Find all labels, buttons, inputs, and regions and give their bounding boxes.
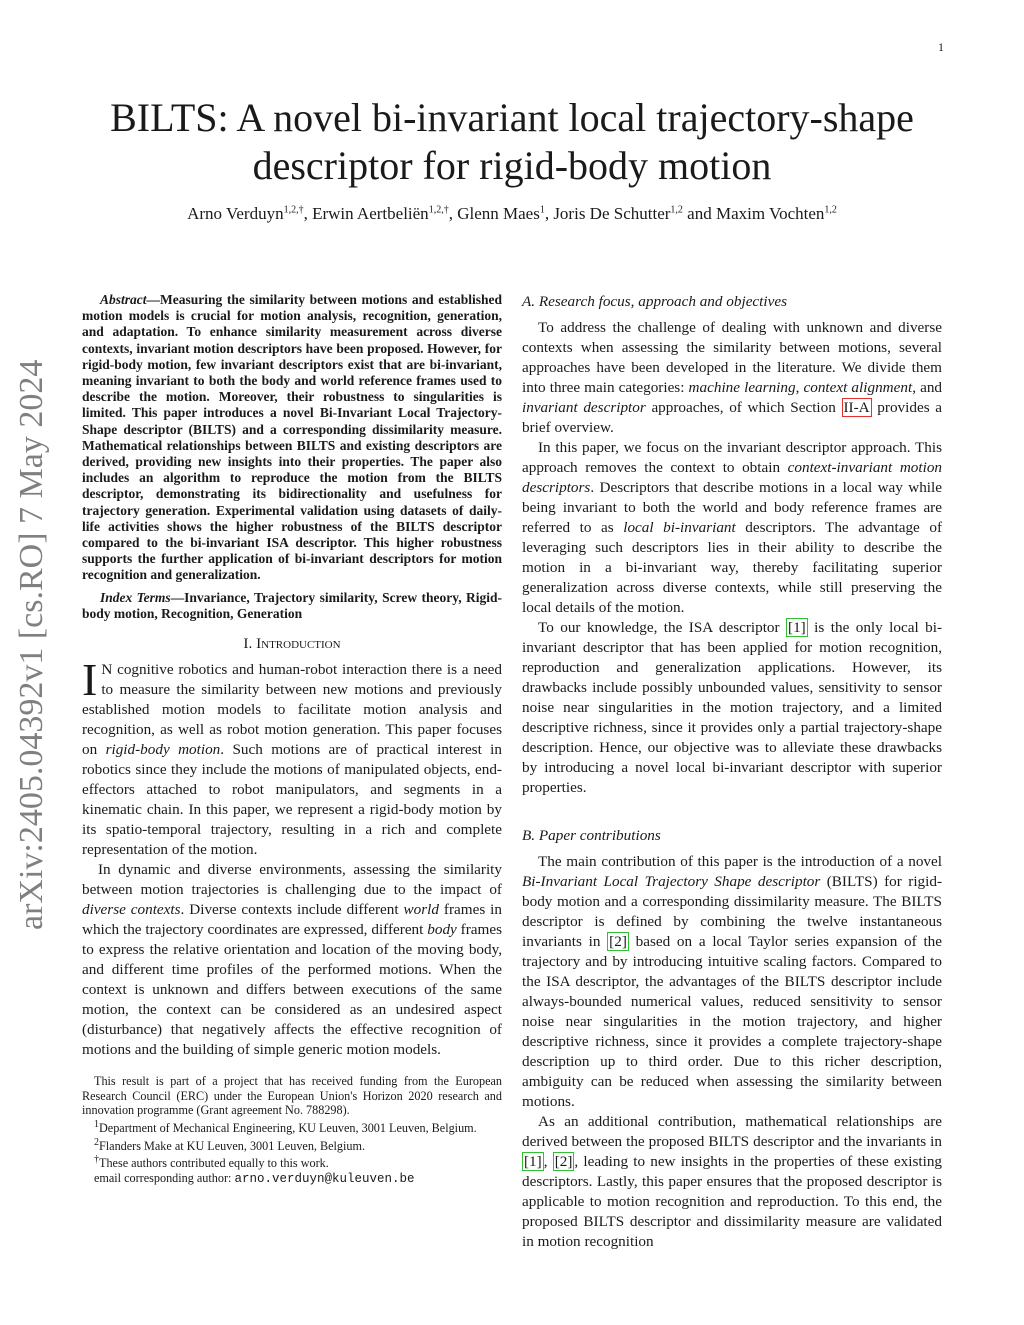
text-run: approaches, of which Section (645, 399, 842, 416)
footnote-mark: † (94, 1154, 99, 1166)
intro-paragraph-1 (82, 654, 502, 860)
section-heading-introduction: I. Introduction (243, 635, 341, 653)
text-run: is the only local bi-invariant descriptor that has been applied for motion recognition, reproduction and generalization applications. However, its drawbacks include possibly unbounded values, sensitivity to sensor noise near singularities in the motion trajectory, and a limited descriptive richness, since it provides only a partial trajectory-shape description. Hence, our objective was to alleviate these drawbacks by introducing a novel local bi-invariant descriptor with superior properties. (522, 619, 943, 796)
email-link[interactable]: arno.verduyn@kuleuven.be (234, 1171, 415, 1186)
author-name: Maxim Vochten (715, 204, 825, 223)
author-name: Arno Verduyn (187, 204, 284, 223)
subsection-heading-research-focus: A. Research focus, approach and objectives (522, 293, 788, 310)
footnote-affiliation-2 (82, 1136, 502, 1154)
text-run: email corresponding author: (94, 1170, 235, 1185)
paper-title (60, 94, 964, 190)
author-affiliation: 1,2 (824, 204, 837, 216)
drop-cap: I (82, 654, 98, 706)
text-run: based on a local Taylor series expansion of the trajectory and by introducing intuitive scaling factors. Compared to the ISA descriptor, the advantages of the BILTS descriptor include always-bounded numerical values, reduced sensitivity to sensor noise near singularities in the motion trajectory, and higher descriptive richness, since it provides a complete trajectory-shape description up to third order. Due to this richer description, ambiguity can be reduced when assessing the similarity between motions. (522, 933, 942, 1110)
section-b-paragraph-2 (522, 1112, 942, 1252)
section-a-paragraph-1 (522, 318, 942, 438)
title-line-2: descriptor for rigid-body motion (252, 143, 772, 188)
text-run: As an additional contribution, mathematical relationships are derived between the proposed BILTS descriptor and the invariants in (522, 1113, 942, 1150)
citation-link[interactable]: [1] (788, 619, 806, 636)
section-a-paragraph-2 (522, 438, 942, 618)
left-column (82, 292, 502, 1186)
author-affiliation: 1,2,† (428, 204, 449, 216)
text-run: frames to express the relative orientation and location of the moving body, and different time profiles of the performed motions. When the context is unknown and differs between executions of the same motion, the context can be considered as an undesired aspect (disturbance) that negatively affects the effective recognition of motions and the building of simple generic motion models. (82, 921, 502, 1059)
emphasis: Bi-Invariant Local Trajectory Shape descriptor (522, 873, 821, 890)
emphasis: invariant descriptor (522, 399, 646, 416)
text-run: , (543, 1153, 553, 1170)
footnote-mark: 1 (94, 1118, 99, 1130)
section-reference-link[interactable]: II-A (843, 399, 870, 416)
author-affiliation: 1 (539, 204, 545, 216)
text-run: To address the challenge of dealing with unknown and diverse contexts when assessing the similarity between motions, several approaches have been developed in the literature. We divide them into three main categories: (522, 319, 942, 396)
intro-paragraph-2 (82, 860, 502, 1060)
arxiv-stamp: arXiv:2405.04392v1 [cs.RO] 7 May 2024 (13, 359, 50, 930)
text-run: . Descriptors that describe motions in a local way while being invariant to both the world and body reference frames are referred to as (522, 479, 942, 536)
text-run: . Such motions are of practical interest in robotics since they include the motions of manipulated objects, end-effectors attached to robot manipulators, and segments in a kinematic chain. In this paper, we represent a rigid-body motion by its spatio-temporal trajectory, resulting in a rich and complete representation of the motion. (82, 741, 502, 859)
author-affiliation: 1,2 (670, 204, 683, 216)
text-run: Department of Mechanical Engineering, KU Leuven, 3001 Leuven, Belgium. (99, 1120, 477, 1135)
footnote-email (82, 1171, 502, 1187)
abstract (82, 292, 502, 584)
text-run: In dynamic and diverse environments, assessing the similarity between motion trajectories is challenging due to the impact of (82, 861, 502, 899)
section-b-paragraph-1 (522, 852, 942, 1112)
text-run: , and (912, 379, 943, 396)
section-a-paragraph-3 (522, 618, 942, 798)
emphasis: machine learning (688, 379, 796, 396)
text-run: , leading to new insights in the properties of these existing descriptors. Lastly, this paper ensures that the proposed descriptor is applicable to motion recognition and reproduction. To this end, the proposed BILTS descriptor and dissimilarity measure are validated in motion recognition (522, 1153, 943, 1250)
index-terms-label: Index Terms (100, 589, 171, 605)
footnote-mark: 2 (94, 1136, 99, 1148)
emphasis: diverse contexts (82, 901, 181, 919)
title-line-1: BILTS: A novel bi-invariant local trajectory-shape (110, 95, 914, 140)
citation-link[interactable]: [2] (609, 933, 627, 950)
text-run: . Diverse contexts include different (180, 901, 404, 919)
author-name: Erwin Aertbeliën (312, 204, 429, 223)
subsection-heading-contributions: B. Paper contributions (522, 827, 661, 844)
author-list: Arno Verduyn$^{1,2,\dagger}$, Erwin Aertbeliën$^{1,2,\dagger}$, Glenn Maes$^1$, Joris De Schutter$^{1,2}$ and Maxim Vochten$^{1,2}$ (187, 204, 837, 223)
text-run: N cognitive robotics and human-robot interaction there is a need to measure the similarity between new motions and previously established motion models to facilitate motion analysis and recognition, as well as robot motion generation. This paper focuses on (82, 661, 502, 759)
page-number: 1 (938, 40, 944, 54)
right-column (522, 292, 942, 1252)
emphasis: rigid-body motion (105, 741, 221, 759)
footnotes (82, 1074, 502, 1186)
emphasis: context-invariant motion descriptors (522, 459, 943, 496)
footnote-funding: This result is part of a project that has received funding from the European Research Council (ERC) under the European Union's Horizon 2020 research and innovation programme (Grant agreement No. 788298). (82, 1074, 502, 1118)
citation-link[interactable]: [2] (554, 1153, 573, 1170)
citation-link[interactable]: [1] (524, 1153, 542, 1170)
abstract-label: Abstract (100, 292, 147, 307)
emphasis: world (403, 901, 439, 919)
text-run: In this paper, we focus on the invariant descriptor approach. This approach removes the context to obtain (522, 439, 942, 476)
text-run: To our knowledge, the ISA descriptor (538, 619, 787, 636)
emphasis: local bi-invariant (623, 519, 736, 536)
footnote-affiliation-1 (82, 1118, 502, 1136)
text-run: These authors contributed equally to this work. (99, 1156, 329, 1171)
footnote-equal-contribution (82, 1153, 502, 1171)
text-run: (BILTS) for rigid-body motion and a corresponding dissimilarity measure. The BILTS descriptor is defined by combining the twelve instantaneous invariants in (522, 873, 943, 950)
text-run: provides a brief overview. (522, 399, 942, 436)
abstract-text: —Measuring the similarity between motions and established motion models is crucial for motion analysis, recognition, generation, and adaptation. To enhance similarity measurement across diverse contexts, invariant motion descriptors have been proposed. However, for rigid-body motion, few invariant descriptors exist that are bi-invariant, meaning invariant to both the body and world reference frames used to describe the motion. Moreover, their robustness to singularities is limited. This paper introduces a novel Bi-Invariant Local Trajectory-Shape descriptor (BILTS) and a corresponding dissimilarity measure. Mathematical relationships between BILTS and existing descriptors are derived, providing new insights into their properties. The paper also includes an algorithm to reproduce the motion from the BILTS descriptor, demonstrating its bidirectionality and usefulness for trajectory generation. Experimental validation using datasets of daily-life activities shows the higher robustness of the BILTS descriptor compared to the bi-invariant ISA descriptor. This higher robustness supports the further application of bi-invariant descriptors for motion recognition and generalization. (82, 292, 502, 583)
index-terms (82, 590, 502, 622)
text-run: , (795, 379, 804, 396)
author-affiliation: 1,2,† (283, 204, 304, 216)
emphasis: context alignment (803, 379, 913, 396)
emphasis: body (427, 921, 457, 939)
text-run: descriptors. The advantage of leveraging such descriptors lies in their ability to describe the motion in a bi-invariant way, thereby facilitating superior generalization across diverse contexts, while still preserving the local details of the motion. (522, 519, 942, 616)
text-run: The main contribution of this paper is the introduction of a novel (538, 853, 942, 870)
text-run: Flanders Make at KU Leuven, 3001 Leuven, Belgium. (99, 1138, 366, 1153)
text-run: frames in which the trajectory coordinates are expressed, different (82, 901, 502, 939)
author-name: Joris De Schutter (553, 204, 671, 223)
index-terms-text: —Invariance, Trajectory similarity, Screw theory, Rigid-body motion, Recognition, Generation (82, 589, 502, 621)
author-name: Glenn Maes (457, 204, 540, 223)
